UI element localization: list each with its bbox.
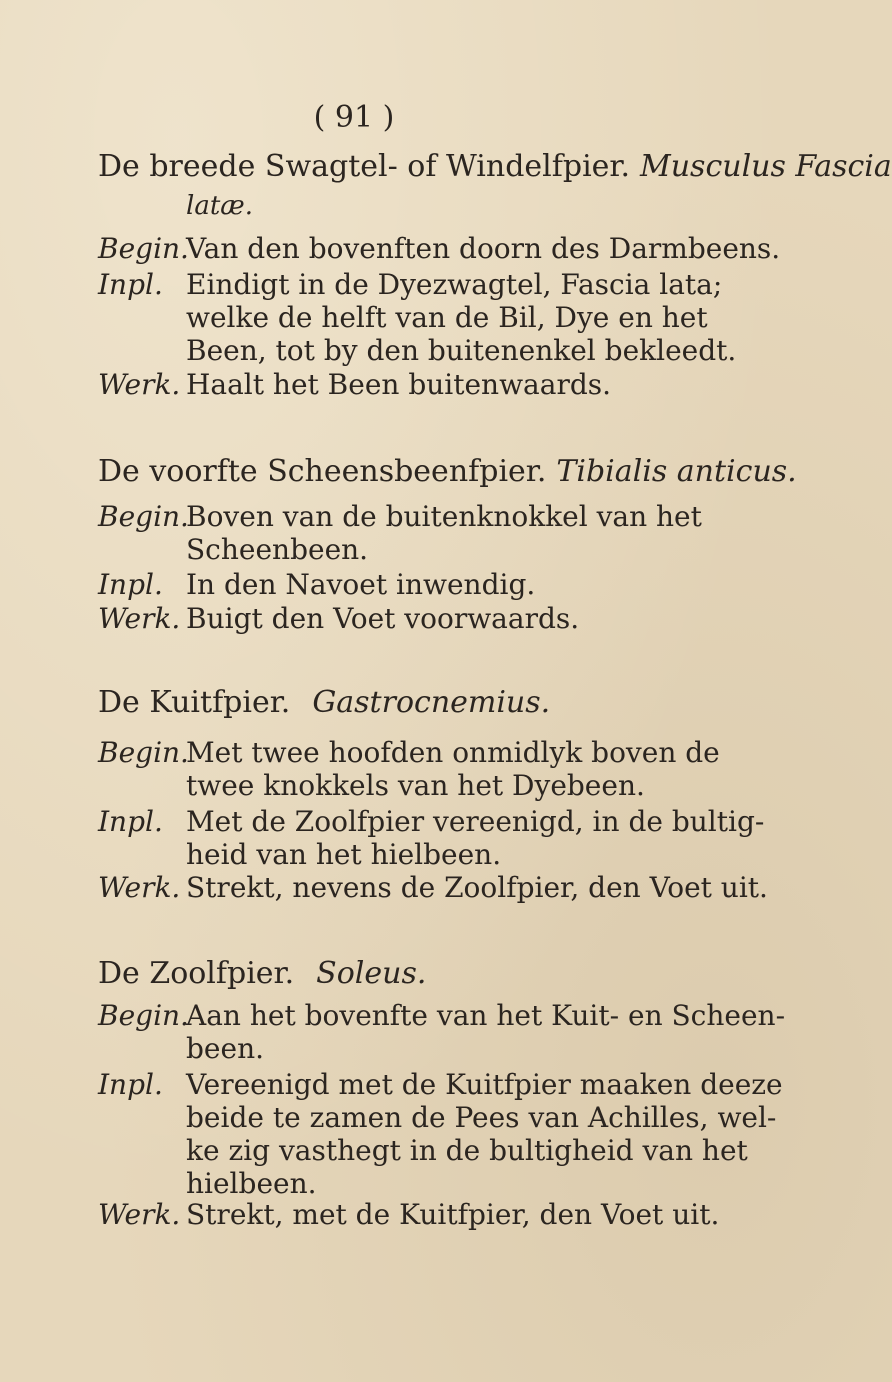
row-line: Buigt den Voet voorwaards. bbox=[186, 602, 580, 635]
row-key: Werk. bbox=[98, 602, 181, 635]
row-key: Werk. bbox=[98, 368, 181, 401]
row-key: Begin. bbox=[98, 736, 189, 769]
row-line: Van den bovenften doorn des Darmbeens. bbox=[186, 232, 781, 265]
entry-latin-name: Tibialis anticus. bbox=[556, 454, 797, 489]
row-value bbox=[186, 1198, 786, 1231]
entry-heading bbox=[98, 957, 778, 991]
entry-latin-continuation: latæ. bbox=[186, 191, 253, 221]
row-key: Begin. bbox=[98, 500, 189, 533]
row-value bbox=[186, 602, 786, 635]
entry-title: De breede Swagtel- of Windelfpier. bbox=[98, 149, 631, 184]
row-value bbox=[186, 568, 786, 601]
row-line: Scheenbeen. bbox=[186, 533, 369, 566]
row-value bbox=[186, 268, 786, 367]
row-value bbox=[186, 232, 786, 265]
entry-title: De Zoolfpier. bbox=[98, 956, 295, 991]
row-key: Inpl. bbox=[98, 1068, 163, 1101]
row-line: Boven van de buitenknokkel van het bbox=[186, 500, 702, 533]
row-value bbox=[186, 368, 786, 401]
row-value bbox=[186, 736, 786, 802]
row-line: Eindigt in de Dyezwagtel, Fascia lata; bbox=[186, 268, 723, 301]
row-line: beide te zamen de Pees van Achilles, wel- bbox=[186, 1101, 777, 1134]
row-value bbox=[186, 871, 786, 904]
row-key: Begin. bbox=[98, 232, 189, 265]
row-value bbox=[186, 805, 786, 871]
row-key: Werk. bbox=[98, 871, 181, 904]
row-line: welke de helft van de Bil, Dye en het bbox=[186, 301, 708, 334]
row-line: Met twee hoofden onmidlyk boven de bbox=[186, 736, 720, 769]
row-value bbox=[186, 500, 786, 566]
page-number: ( 91 ) bbox=[313, 100, 395, 135]
row-line: Haalt het Been buitenwaards. bbox=[186, 368, 612, 401]
row-key: Inpl. bbox=[98, 568, 163, 601]
row-line: twee knokkels van het Dyebeen. bbox=[186, 769, 645, 802]
row-line: Met de Zoolfpier vereenigd, in de bultig- bbox=[186, 805, 765, 838]
row-line: been. bbox=[186, 1032, 264, 1065]
entry-latin-name: Soleus. bbox=[316, 956, 427, 991]
row-value bbox=[186, 999, 786, 1065]
row-line: Aan het bovenfte van het Kuit- en Scheen- bbox=[186, 999, 786, 1032]
row-line: Strekt, met de Kuitfpier, den Voet uit. bbox=[186, 1198, 720, 1231]
row-key: Inpl. bbox=[98, 268, 163, 301]
row-line: Vereenigd met de Kuitfpier maaken deeze bbox=[186, 1068, 783, 1101]
row-line: heid van het hielbeen. bbox=[186, 838, 502, 871]
entry-heading bbox=[98, 149, 892, 184]
entry-title: De Kuitfpier. bbox=[98, 685, 291, 720]
entry-title: De voorfte Scheensbeenfpier. bbox=[98, 454, 547, 489]
row-key: Werk. bbox=[98, 1198, 181, 1231]
entry-latin-name: Gastrocnemius. bbox=[312, 685, 551, 720]
row-line: Strekt, nevens de Zoolfpier, den Voet uit. bbox=[186, 871, 768, 904]
row-value bbox=[186, 1068, 786, 1200]
row-key: Begin. bbox=[98, 999, 189, 1032]
entry-heading bbox=[98, 454, 797, 489]
row-key: Inpl. bbox=[98, 805, 163, 838]
entry-latin-name: Musculus Fascia bbox=[640, 149, 892, 184]
row-line: In den Navoet inwendig. bbox=[186, 568, 536, 601]
row-line: ke zig vasthegt in de bultigheid van het bbox=[186, 1134, 748, 1167]
row-line: hielbeen. bbox=[186, 1167, 317, 1200]
entry-heading bbox=[98, 686, 778, 720]
row-line: Been, tot by den buitenenkel bekleedt. bbox=[186, 334, 737, 367]
